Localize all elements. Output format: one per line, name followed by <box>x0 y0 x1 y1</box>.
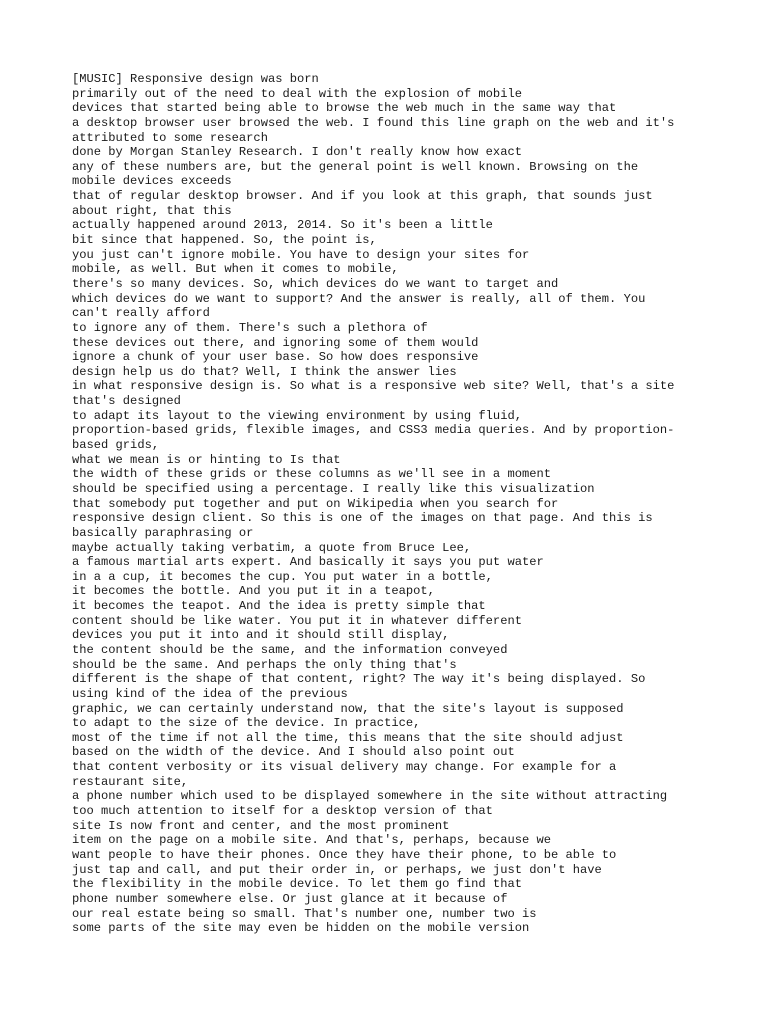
transcript-line: the width of these grids or these columns as we'll see in a moment <box>72 467 551 482</box>
transcript-line: actually happened around 2013, 2014. So it's been a little <box>72 218 493 233</box>
transcript-line: that's designed <box>72 394 181 409</box>
transcript-line: the content should be the same, and the information conveyed <box>72 642 508 657</box>
transcript-line: responsive design client. So this is one of the images on that page. And this is <box>72 511 653 526</box>
transcript-line: in what responsive design is. So what is a responsive web site? Well, that's a site <box>72 379 675 394</box>
transcript-text <box>72 72 712 936</box>
transcript-line: devices you put it into and it should still display, <box>72 628 450 643</box>
transcript-line: a famous martial arts expert. And basically it says you put water <box>72 555 544 570</box>
transcript-line: bit since that happened. So, the point is, <box>72 233 377 248</box>
transcript-line: a desktop browser user browsed the web. I found this line graph on the web and it's <box>72 115 675 130</box>
transcript-line: any of these numbers are, but the general point is well known. Browsing on the <box>72 159 639 174</box>
transcript-line: maybe actually taking verbatim, a quote from Bruce Lee, <box>72 540 472 555</box>
transcript-line: based grids, <box>72 438 160 453</box>
transcript-line: different is the shape of that content, right? The way it's being displayed. So <box>72 672 646 687</box>
transcript-line: just tap and call, and put their order in, or perhaps, we just don't have <box>72 862 602 877</box>
transcript-line: a phone number which used to be displayed somewhere in the site without attracting <box>72 789 668 804</box>
transcript-line: that somebody put together and put on Wikipedia when you search for <box>72 496 559 511</box>
transcript-line: you just can't ignore mobile. You have to design your sites for <box>72 247 530 262</box>
transcript-line: should be specified using a percentage. I really like this visualization <box>72 481 595 496</box>
transcript-line: should be the same. And perhaps the only thing that's <box>72 657 457 672</box>
transcript-line: which devices do we want to support? And the answer is really, all of them. You <box>72 291 646 306</box>
transcript-line: restaurant site, <box>72 774 189 789</box>
transcript-line: that content verbosity or its visual delivery may change. For example for a <box>72 760 617 775</box>
transcript-line: done by Morgan Stanley Research. I don't really know how exact <box>72 145 522 160</box>
transcript-line: [MUSIC] Responsive design was born <box>72 72 319 86</box>
transcript-line: it becomes the bottle. And you put it in a teapot, <box>72 584 435 599</box>
transcript-line: too much attention to itself for a desktop version of that <box>72 804 493 819</box>
transcript-line: mobile devices exceeds <box>72 174 232 189</box>
transcript-line: site Is now front and center, and the most prominent <box>72 818 450 833</box>
transcript-line: in a a cup, it becomes the cup. You put water in a bottle, <box>72 569 493 584</box>
transcript-line: using kind of the idea of the previous <box>72 686 348 701</box>
transcript-line: proportion-based grids, flexible images, and CSS3 media queries. And by proportion- <box>72 423 675 438</box>
transcript-line: our real estate being so small. That's number one, number two is <box>72 906 537 921</box>
transcript-line: ignore a chunk of your user base. So how does responsive <box>72 350 479 365</box>
transcript-line: to adapt to the size of the device. In practice, <box>72 716 421 731</box>
transcript-line: some parts of the site may even be hidden on the mobile version <box>72 921 530 936</box>
transcript-line: there's so many devices. So, which devices do we want to target and <box>72 276 559 291</box>
transcript-line: attributed to some research <box>72 130 268 145</box>
transcript-line: item on the page on a mobile site. And that's, perhaps, because we <box>72 833 551 848</box>
transcript-line: content should be like water. You put it in whatever different <box>72 613 522 628</box>
transcript-line: what we mean is or hinting to Is that <box>72 452 341 467</box>
transcript-line: the flexibility in the mobile device. To let them go find that <box>72 877 522 892</box>
transcript-line: to ignore any of them. There's such a plethora of <box>72 320 428 335</box>
transcript-line: phone number somewhere else. Or just glance at it because of <box>72 891 508 906</box>
transcript-line: about right, that this <box>72 203 232 218</box>
transcript-line: that of regular desktop browser. And if you look at this graph, that sounds just <box>72 189 653 204</box>
transcript-line: most of the time if not all the time, this means that the site should adjust <box>72 730 624 745</box>
transcript-line: mobile, as well. But when it comes to mobile, <box>72 262 399 277</box>
transcript-line: want people to have their phones. Once they have their phone, to be able to <box>72 847 617 862</box>
transcript-line: primarily out of the need to deal with the explosion of mobile <box>72 86 522 101</box>
transcript-line: to adapt its layout to the viewing environment by using fluid, <box>72 408 522 423</box>
transcript-line: it becomes the teapot. And the idea is pretty simple that <box>72 599 486 614</box>
transcript-line: design help us do that? Well, I think the answer lies <box>72 364 457 379</box>
transcript-line: based on the width of the device. And I should also point out <box>72 745 515 760</box>
transcript-line: basically paraphrasing or <box>72 525 254 540</box>
transcript-line: can't really afford <box>72 306 210 321</box>
transcript-line: devices that started being able to browse the web much in the same way that <box>72 101 617 116</box>
transcript-line: graphic, we can certainly understand now, that the site's layout is supposed <box>72 701 624 716</box>
transcript-line: these devices out there, and ignoring some of them would <box>72 335 479 350</box>
